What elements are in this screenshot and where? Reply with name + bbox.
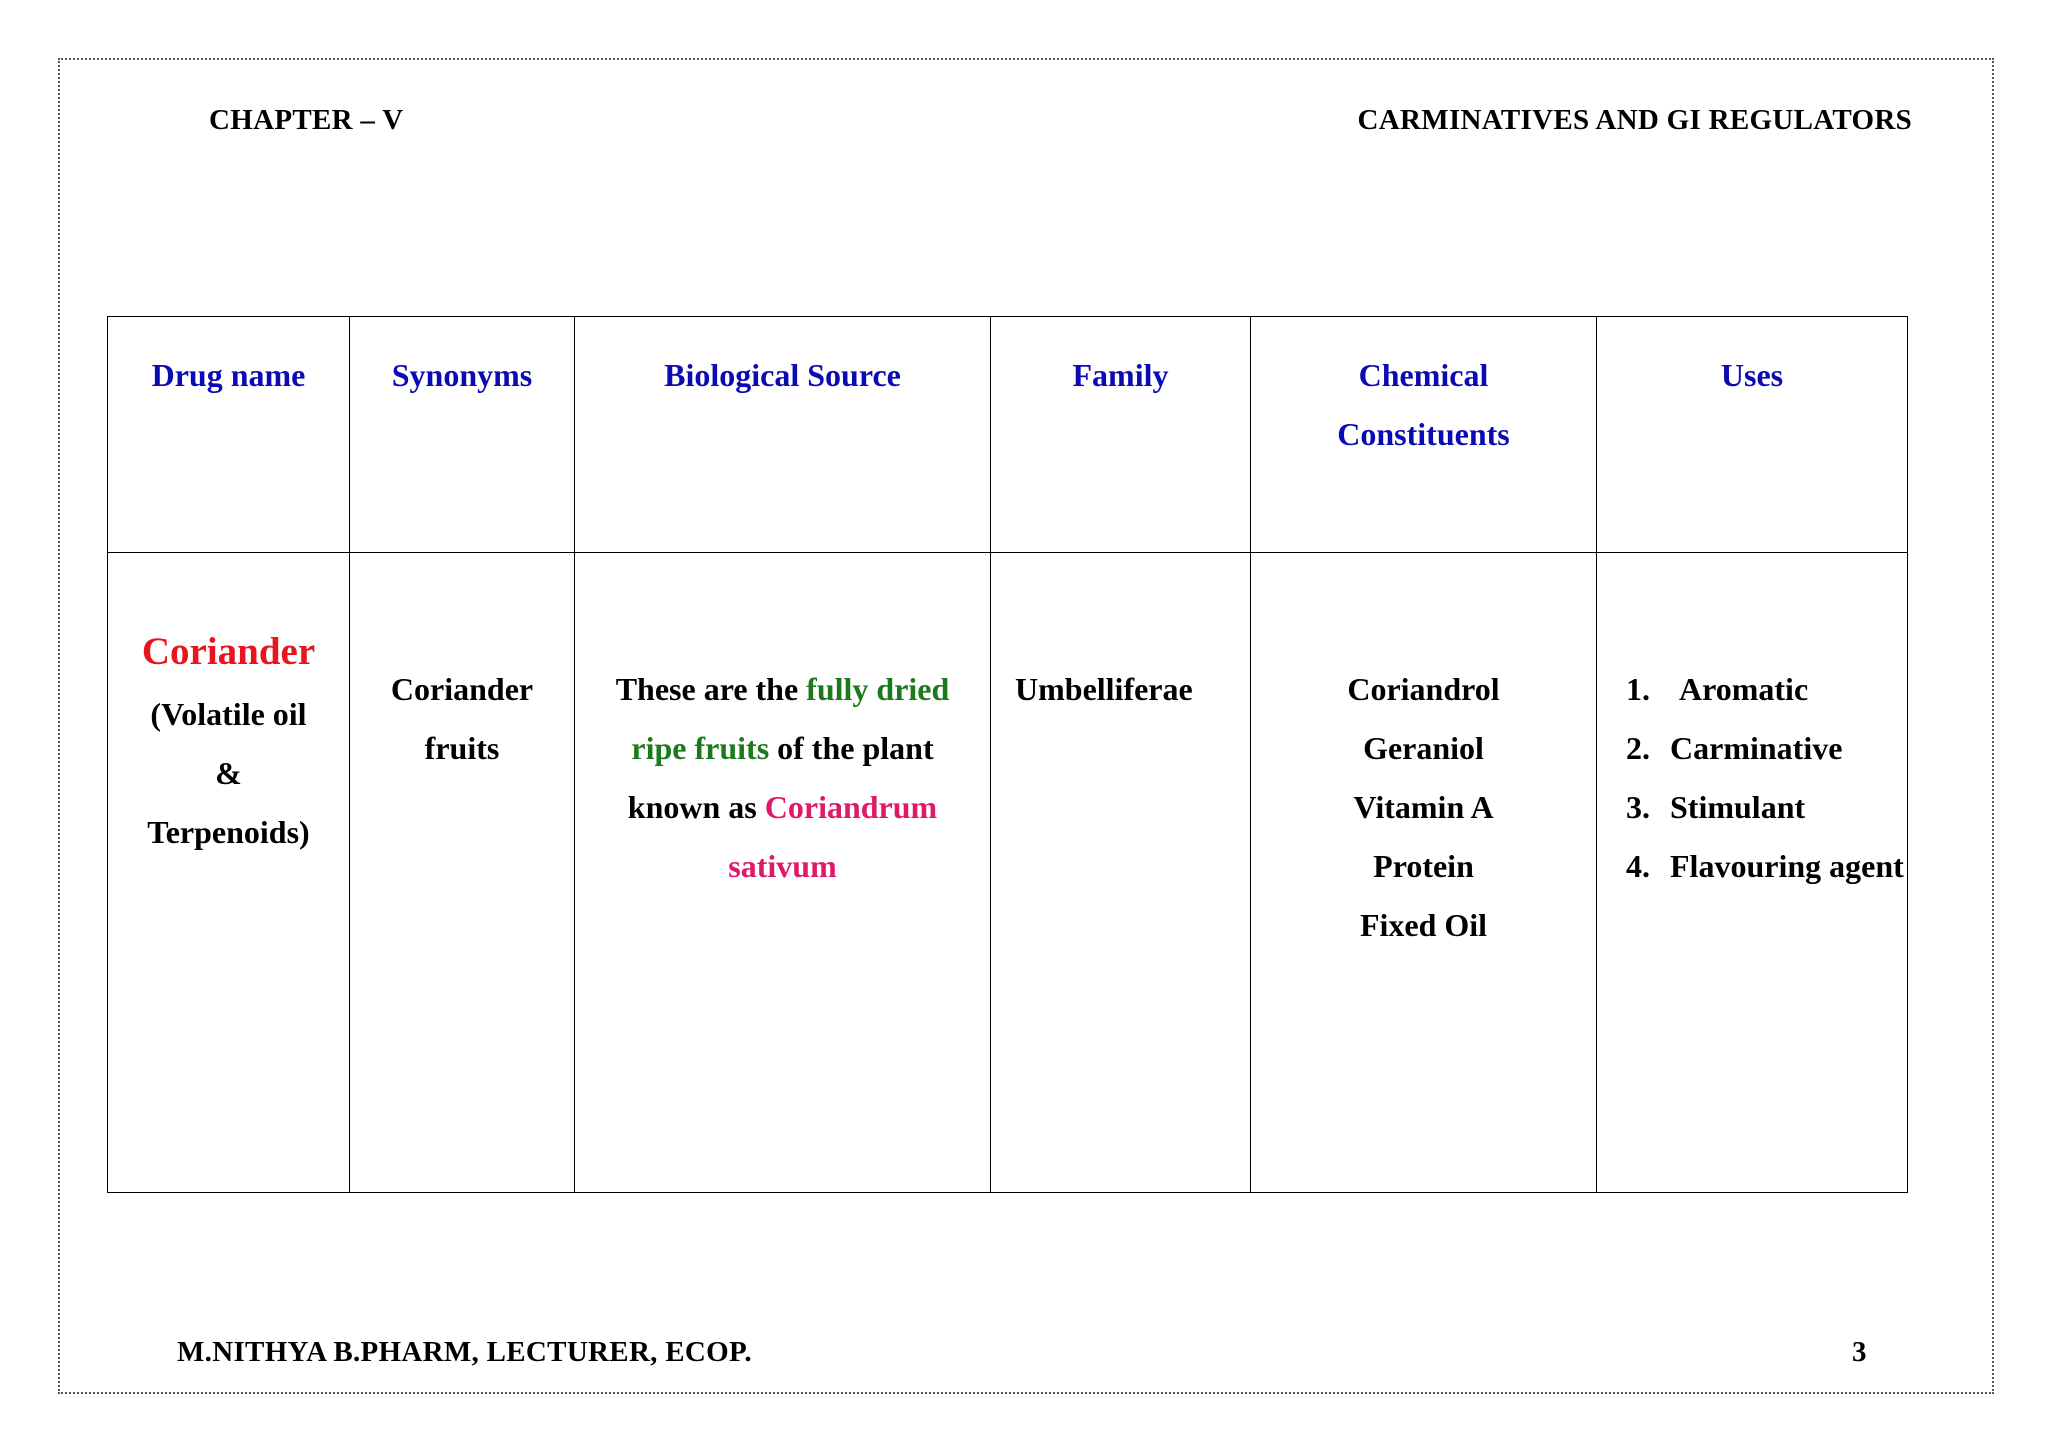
synonyms-line2: fruits [424, 730, 500, 766]
constituent-item: Fixed Oil [1359, 907, 1488, 943]
cell-chemical-constituents [1251, 553, 1597, 1193]
constituent-item: Protein [1373, 848, 1474, 884]
drug-type-line2: & [215, 755, 242, 791]
constituent-item: Geraniol [1363, 730, 1484, 766]
col-header-drug-name: Drug name [108, 317, 350, 553]
cell-uses [1597, 553, 1908, 1193]
col-header-chemical-constituents: Chemical Constituents [1251, 317, 1597, 553]
drug-type-line1: (Volatile oil [150, 696, 307, 732]
bio-source-text2: of the plant known as [627, 730, 934, 825]
drug-type-line3: Terpenoids) [147, 814, 310, 850]
chapter-label: CHAPTER – V [209, 104, 404, 136]
uses-item: 3. Stimulant [1626, 789, 1806, 825]
footer-author: M.NITHYA B.PHARM, LECTURER, ECOP. [177, 1336, 752, 1368]
col-header-biological-source: Biological Source [575, 317, 991, 553]
cell-family [991, 553, 1251, 1193]
family-value: Umbelliferae [1015, 671, 1193, 707]
page-number: 3 [1852, 1336, 1867, 1368]
cell-drug-name [108, 553, 350, 1193]
uses-item: 1. Aromatic [1626, 671, 1809, 707]
cell-synonyms [350, 553, 575, 1193]
table-row [108, 553, 1908, 1193]
uses-list [1597, 660, 1907, 896]
col-header-uses: Uses [1597, 317, 1908, 553]
bio-source-highlight-green: fully dried ripe fruits [631, 671, 950, 766]
constituent-item: Vitamin A [1353, 789, 1494, 825]
constituent-item: Coriandrol [1347, 671, 1500, 707]
bio-source-text1: These are the [615, 671, 807, 707]
synonyms-line1: Coriander [390, 671, 534, 707]
drug-table [107, 316, 1908, 1193]
cell-biological-source [575, 553, 991, 1193]
col-header-synonyms: Synonyms [350, 317, 575, 553]
chapter-title: CARMINATIVES AND GI REGULATORS [1357, 104, 1912, 136]
drug-name: Coriander [141, 630, 316, 673]
uses-item: 2. Carminative [1626, 730, 1843, 766]
table-header-row [108, 317, 1908, 553]
col-header-family: Family [991, 317, 1251, 553]
uses-item: 4. Flavouring agent [1626, 848, 1904, 884]
bio-source-highlight-pink: Coriandrum sativum [728, 789, 938, 884]
